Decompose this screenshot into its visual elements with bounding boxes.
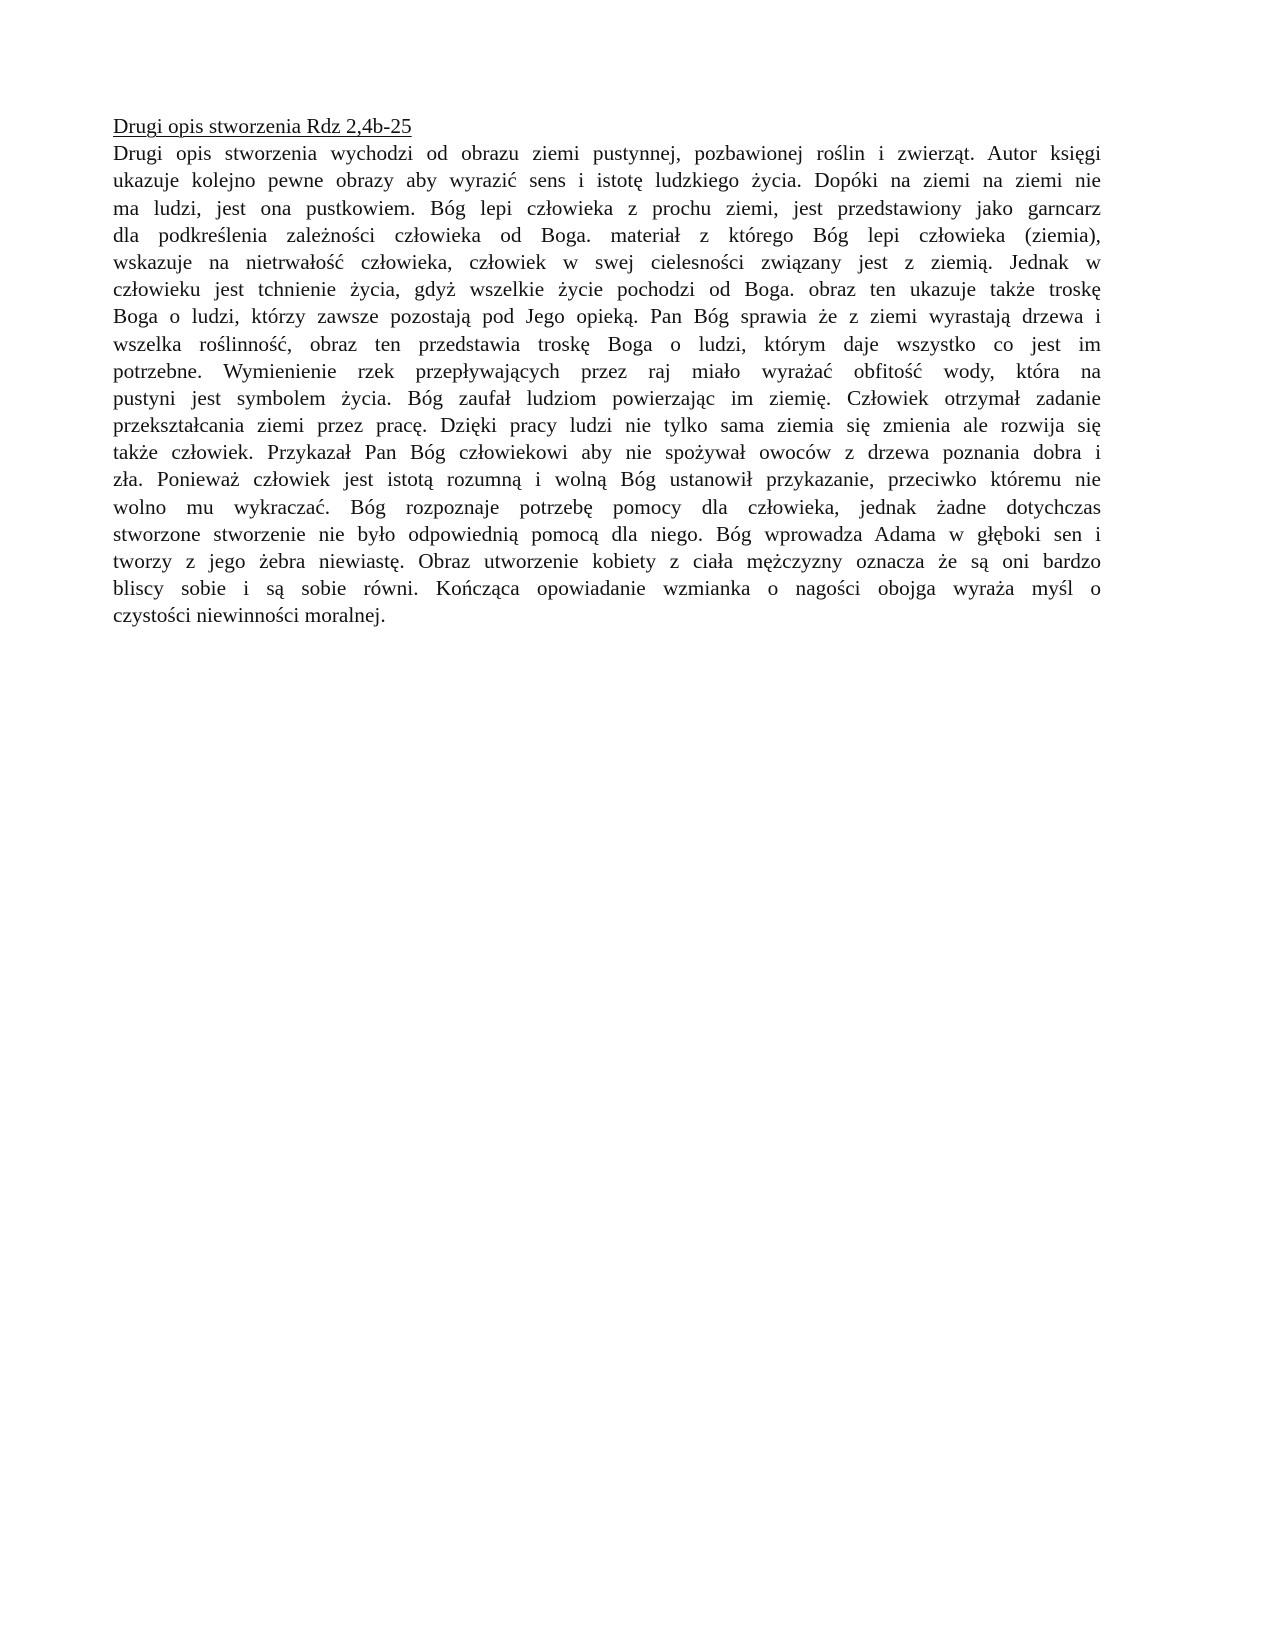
paragraph-line: stworzone stworzenie nie było odpowiednią pomocą dla niego. Bóg wprowadza Adama w głęboki sen i (113, 521, 1101, 546)
paragraph-line: Boga o ludzi, którzy zawsze pozostają pod Jego opieką. Pan Bóg sprawia że z ziemi wyrastają drzewa i (113, 304, 1101, 329)
paragraph-line: ukazuje kolejno pewne obrazy aby wyrazić sens i istotę ludzkiego życia. Dopóki na ziemi na ziemi nie (113, 168, 1101, 193)
document-title: Drugi opis stworzenia Rdz 2,4b-25 (113, 114, 412, 138)
paragraph-line: czystości niewinności moralnej. (113, 603, 386, 628)
paragraph-line: pustyni jest symbolem życia. Bóg zaufał ludziom powierzając im ziemię. Człowiek otrzymał zadanie (113, 385, 1101, 410)
paragraph-line: bliscy sobie i są sobie równi. Kończąca opowiadanie wzmianka o nagości obojga wyraża myśl o (113, 576, 1101, 601)
paragraph-line: przekształcania ziemi przez pracę. Dzięki pracy ludzi nie tylko sama ziemia się zmienia ale rozwija się (113, 413, 1101, 438)
paragraph-line: tworzy z jego żebra niewiastę. Obraz utworzenie kobiety z ciała mężczyzny oznacza że są oni bardzo (113, 549, 1101, 574)
paragraph-line: człowieku jest tchnienie życia, gdyż wszelkie życie pochodzi od Boga. obraz ten ukazuje także troskę (113, 277, 1101, 302)
paragraph-line: dla podkreślenia zależności człowieka od Boga. materiał z którego Bóg lepi człowieka (ziemia), (113, 222, 1101, 247)
paragraph-line: potrzebne. Wymienienie rzek przepływających przez raj miało wyrażać obfitość wody, która na (113, 358, 1101, 383)
body-paragraph (113, 140, 1101, 629)
paragraph-line: wszelka roślinność, obraz ten przedstawia troskę Boga o ludzi, którym daje wszystko co jest im (113, 331, 1101, 356)
paragraph-line: Drugi opis stworzenia wychodzi od obrazu ziemi pustynnej, pozbawionej roślin i zwierząt. Autor księgi (113, 141, 1101, 166)
paragraph-line: ma ludzi, jest ona pustkowiem. Bóg lepi człowieka z prochu ziemi, jest przedstawiony jako garncarz (113, 195, 1101, 220)
paragraph-line: wskazuje na nietrwałość człowieka, człowiek w swej cielesności związany jest z ziemią. Jednak w (113, 249, 1101, 274)
paragraph-line: także człowiek. Przykazał Pan Bóg człowiekowi aby nie spożywał owoców z drzewa poznania dobra i (113, 440, 1101, 465)
paragraph-line: wolno mu wykraczać. Bóg rozpoznaje potrzebę pomocy dla człowieka, jednak żadne dotychczas (113, 494, 1101, 519)
document-content (113, 113, 1101, 630)
paragraph-line: zła. Ponieważ człowiek jest istotą rozumną i wolną Bóg ustanowił przykazanie, przeciwko któremu nie (113, 467, 1101, 492)
